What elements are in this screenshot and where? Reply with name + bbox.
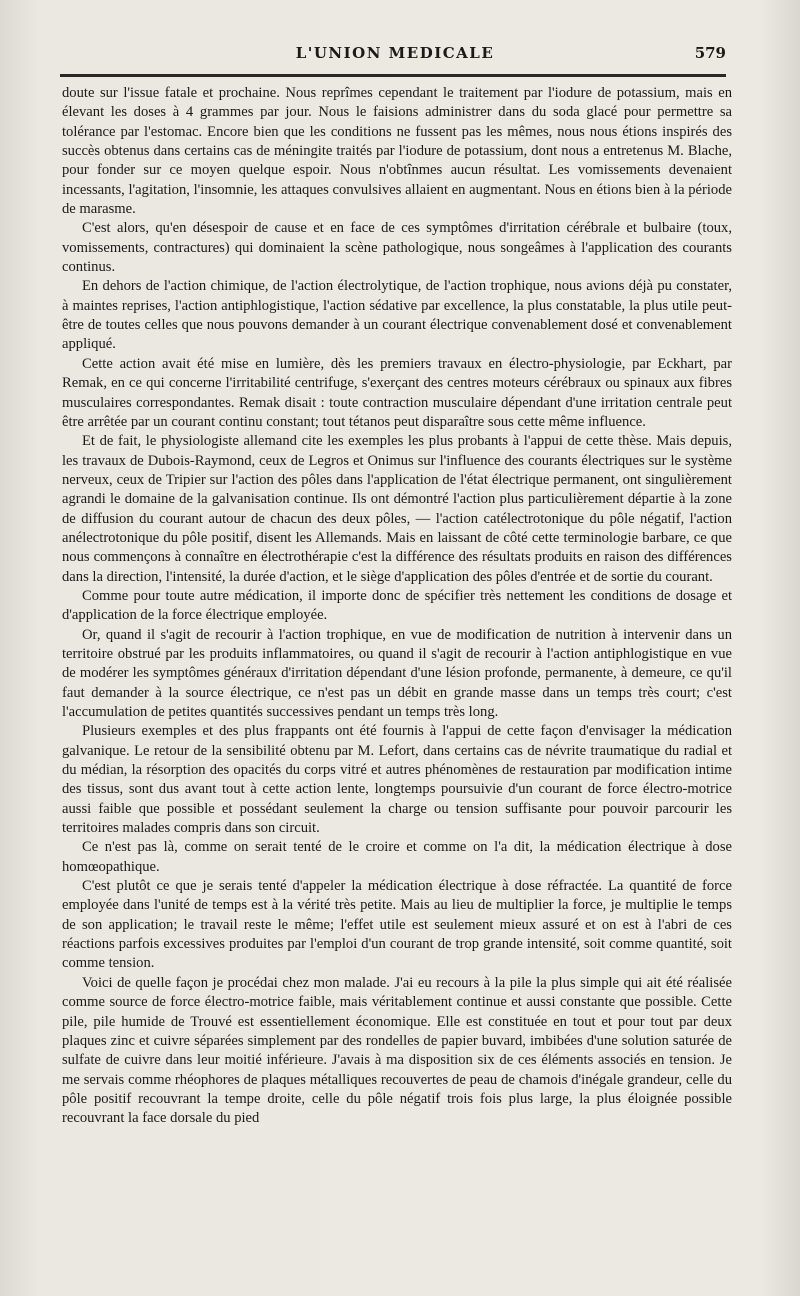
page-number: 579 — [694, 44, 726, 62]
paragraph: Comme pour toute autre médication, il importe donc de spécifier très nettement les conditions de dosage et d'application de la force électrique employée. — [62, 587, 732, 624]
running-header — [60, 40, 730, 72]
paragraph: Ce n'est pas là, comme on serait tenté de le croire et comme on l'a dit, la médication électrique à dose homœopathique. — [62, 839, 732, 875]
paragraph: Or, quand il s'agit de recourir à l'action trophique, en vue de modification de nutrition à intervenir dans un territoire obstrué par les produits inflammatoires, ou quand il s'agit de recourir à l'action antiphlogistique en vue de modérer les symptômes généraux d'irritation dépendant d'une lésion profonde, permanente, à demeure, ce qu'il faut demander à la source électrique, ce n'est pas un débit en grande masse dans un temps très court; c'est l'accumulation de petites quantités successives pendant un temps très long. — [62, 626, 732, 720]
paragraph: En dehors de l'action chimique, de l'action électrolytique, de l'action trophique, nous avions déjà pu constater, à maintes reprises, l'action antiphlogistique, l'action sédative par excellence, la plus constatable, la plus utile peut-être de toutes celles que nous pouvons demander à un courant électrique convenablement dosé et convenablement appliqué. — [62, 278, 732, 353]
paragraph: C'est plutôt ce que je serais tenté d'appeler la médication électrique à dose réfractée. La quantité de force employée dans l'unité de temps est à la vérité très petite. Mais au lieu de multiplier la force, je multiplie le temps de son application; le travail reste le même; l'effet utile est seulement mieux assuré et on est à l'abri de ces réactions parfois excessives produites par l'emploi d'un courant de trop grande intensité, soit comme quantité, soit comme tension. — [62, 878, 732, 972]
header-rule — [60, 74, 726, 77]
article-body — [62, 84, 732, 1129]
paragraph: C'est alors, qu'en désespoir de cause et en face de ces symptômes d'irritation cérébrale et bulbaire (toux, vomissements, contractures) qui dominaient la scène pathologique, nous songeâmes à l'application des courants continus. — [62, 220, 732, 276]
paragraph: Et de fait, le physiologiste allemand cite les exemples les plus probants à l'appui de cette thèse. Mais depuis, les travaux de Dubois-Raymond, ceux de Legros et Onimus sur l'influence des courants électriques sur le système nerveux, ceux de Tripier sur l'action des pôles dans l'application de l'état électrique permanent, ont singulièrement agrandi le domaine de la galvanisation continue. Ils ont démontré l'action plus particulièrement départie à la zone de diffusion du courant autour de chacun des deux pôles, — l'action catélectrotonique du pôle négatif, l'action anélectrotonique du pôle positif, disent les Allemands. Mais en laissant de côté cette terminologie barbare, ce que nous commençons à connaître en électrothérapie c'est la différence des résultats produits en raison des différences dans la direction, l'intensité, la durée d'action, et le siège d'application des pôles d'entrée et de sortie du courant. — [62, 433, 732, 585]
paragraph: Plusieurs exemples et des plus frappants ont été fournis à l'appui de cette façon d'envisager la médication galvanique. Le retour de la sensibilité obtenu par M. Lefort, dans certains cas de névrite traumatique du radial et du médian, la résorption des opacités du corps vitré et autres phénomènes de restauration par modification intime des tissus, sont dus avant tout à cette action lente, longtemps poursuivie d'un courant de force électro-motrice aussi faible que possible et possédant seulement la charge ou tension suffisante pour pouvoir parcourir les territoires malades compris dans son circuit. — [62, 723, 732, 837]
paragraph: doute sur l'issue fatale et prochaine. Nous reprîmes cependant le traitement par l'iodure de potassium, mais en élevant les doses à 4 grammes par jour. Nous le faisions administrer dans du soda glacé pour permettre sa tolérance par l'estomac. Encore bien que les conditions ne fussent pas les mêmes, nous nous étions inspirés des succès obtenus dans certains cas de méningite traités par l'iodure de potassium, dont nous a entretenus M. Blache, pour fonder sur ce moyen quelque espoir. Nous n'obtînmes aucun résultat. Les vomissements devenaient incessants, l'agitation, l'insomnie, les attaques convulsives allaient en augmentant. Nous en étions bien à la période de marasme. — [62, 85, 732, 218]
journal-title: L'UNION MEDICALE — [295, 44, 495, 62]
paragraph: Voici de quelle façon je procédai chez mon malade. J'ai eu recours à la pile la plus simple qui ait été réalisée comme source de force électro-motrice faible, mais véritablement continue et aussi constante que possible. Cette pile, pile humide de Trouvé est essentiellement économique. Elle est constituée en tout et pour tout par deux plaques zinc et cuivre séparées simplement par des rondelles de papier buvard, imbibées d'une solution saturée de sulfate de cuivre dans leur moitié inférieure. J'avais à ma disposition six de ces éléments associés en tension. Je me servais comme rhéophores de plaques métalliques recouvertes de peau de chamois d'inégale grandeur, celle du pôle positif recouvrant la tempe droite, celle du pôle négatif trois fois plus large, la plus éloignée possible recouvrant la face dorsale du pied — [62, 974, 732, 1127]
paragraph: Cette action avait été mise en lumière, dès les premiers travaux en électro-physiologie, par Eckhart, par Remak, en ce qui concerne l'irritabilité centrifuge, s'exerçant des centres moteurs cérébraux ou spinaux aux fibres musculaires correspondantes. Remak disait : toute contraction musculaire dépendant d'une irritation centrale peut être arrêtée par un courant continu constant; tout tétanos peut disparaître sous cette même influence. — [62, 355, 732, 430]
